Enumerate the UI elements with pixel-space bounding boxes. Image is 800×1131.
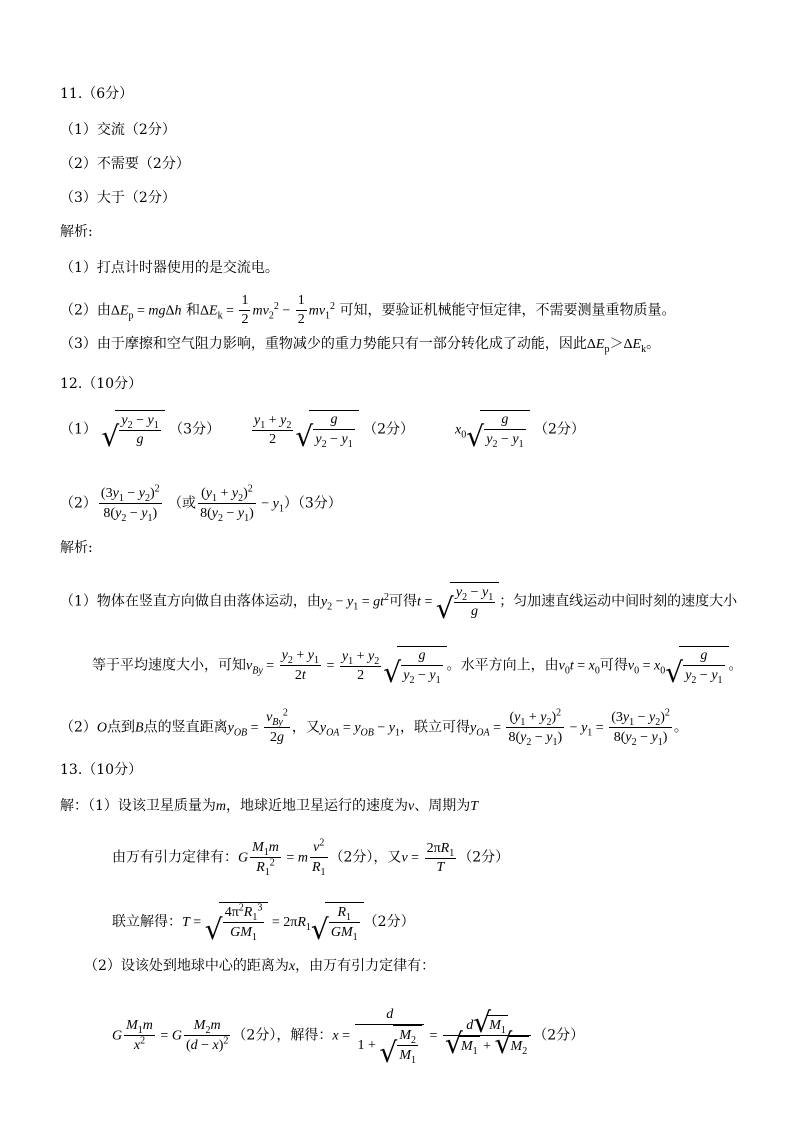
q12-answer-2: （2） $\frac{(3y_1 - y_2)^2}{8(y_2 - y_1)}$ （或 $\frac{(y_1 + y_2)^2}{8(y_2 - y_1)}$ − $y_1)(3$分） <box>60 483 342 524</box>
q12-e1b-mid2: 可得 <box>599 657 628 674</box>
q12-e2-c: ，又 <box>291 719 320 736</box>
q12-e1-post: ；匀加速直线运动中间时刻的速度大小 <box>499 593 738 610</box>
q11-answer-2: （2）不需要（2分） <box>60 156 190 172</box>
q12-a1-idx: （1） <box>60 421 97 438</box>
q12-e2-end: 。 <box>673 719 688 736</box>
q12-a2-or: （或 <box>168 495 197 512</box>
q11-explain-1: （1）打点计时器使用的是交流电。 <box>60 260 279 276</box>
q13-l5-score1: （2分），解得： <box>232 1027 333 1044</box>
q12-e2-pre: （2） <box>60 719 97 736</box>
q12-answer-1: （1） √ $\frac{y_2 - y_1}{g}$ （3分） <box>60 410 220 449</box>
q13-header: 13.（10分） <box>60 762 143 778</box>
q13-line-5: G $\frac{M_1m}{x^2}$ = G $\frac{M_2m}{(d - x)^2}$ （2分），解得：x = d 1 + √ $\frac{M_2}{M_1}$ = d√ $M_1$ √ $M_1$ + √ $M_2$ （2分） <box>112 1006 584 1065</box>
q12-a1-score3: （2分） <box>534 421 585 438</box>
q11-e3-end: 。 <box>646 336 661 352</box>
q12-e2-d: ，联立可得 <box>400 719 470 736</box>
q12-e1-mid: 可得 <box>389 593 418 610</box>
q13-l2-pre: 由万有引力定律有： <box>112 849 238 866</box>
q11-header: 11.（6分） <box>60 86 134 102</box>
q12-explain-1b: 等于平均速度大小，可知$v_{By}$ = $\frac{y_2 + y_1}{2t}$ = $\frac{y_1 + y_2}{2}$ √ $\frac{g}{y_2 - y_1}$ 。水平方向上，由$v_0t = x_0$可得$v_0 = x_0$ √ $\frac{g}{y_2 - y_1}$ 。 <box>92 646 743 685</box>
q12-a1-score1: （3分） <box>169 421 221 438</box>
q12-a2-score: ）（3分） <box>283 495 342 512</box>
q11-answer-1: （1）交流（2分） <box>60 122 176 138</box>
q11-explain-2: （2）由$\Delta E_p = mg\Delta h$ 和$\Delta E_k$ = $\frac{1}{2}$ $mv_2^2$ − $\frac{1}{2}$ $mv_1^2$ 可知，要验证机械能守恒定律，不需要测量重物质量。 <box>60 293 676 327</box>
q12-e1b-end: 。 <box>728 657 743 674</box>
q12-e1b-pre: 等于平均速度大小，可知 <box>92 657 246 674</box>
q13-l3-score: （2分） <box>363 914 415 930</box>
q13-l1-c: 、周期为 <box>414 798 471 814</box>
q11-answer-3: （3）大于（2分） <box>60 190 176 206</box>
q12-e1b-mid: 。水平方向上，由 <box>446 657 559 674</box>
q13-l1-b: ，地球近地卫星运行的速度为 <box>226 798 409 814</box>
q11-e2-mid: 和 <box>186 302 200 319</box>
q12-explain-1: （1）物体在竖直方向做自由落体运动，由$y_2 - y_1 = gt^2$可得t = √ $\frac{y_2 - y_1}{g}$ ；匀加速直线运动中间时刻的速度大小 <box>60 582 737 621</box>
q13-line-3: 联立解得：T = √ $\frac{4\pi^2R_1^3}{GM_1}$ = $2\pi R_1$ √ $\frac{R_1}{GM_1}$ （2分） <box>112 902 415 942</box>
q11-explain-3: （3）由于摩擦和空气阻力影响，重物减少的重力势能只有一部分转化成了动能，因此$\Delta E_p>\Delta E_k$。 <box>60 336 661 355</box>
q13-l3-pre: 联立解得： <box>112 914 182 930</box>
q11-e2-pre: （2）由 <box>60 302 111 319</box>
q12-header: 12.（10分） <box>60 376 143 392</box>
q12-e2-b: 点的竖直距离 <box>143 719 228 736</box>
q12-e2-a: 点到 <box>107 719 136 736</box>
q12-a2-idx: （2） <box>60 495 97 512</box>
q11-e3-pre: （3）由于摩擦和空气阻力影响，重物减少的重力势能只有一部分转化成了动能，因此 <box>60 336 587 352</box>
q13-l2-score1: （2分），又 <box>329 849 402 866</box>
q13-line-2: 由万有引力定律有：G $\frac{M_1m}{R_1^2}$ = m $\frac{v^2}{R_1}$ （2分），又v = $\frac{2\pi R_1}{T}$ （2分） <box>112 837 510 878</box>
q13-line-1: 解：（1）设该卫星质量为m，地球近地卫星运行的速度为v、周期为T <box>60 798 479 814</box>
q12-e1-pre: （1）物体在竖直方向做自由落体运动，由 <box>60 593 321 610</box>
q13-l4-pre: （2）设该处到地球中心的距离为 <box>84 958 289 974</box>
q11-analysis-label: 解析: <box>60 224 93 240</box>
q12-explain-2: （2）O点到B点的竖直距离$y_{OB}$ = $\frac{v_{By}^2}{2g}$ ，又$y_{OA} = y_{OB} - y_1$，联立可得$y_{OA}$ = $\frac{(y_1 + y_2)^2}{8(y_2 - y_1)}$ − $y_1$ = $\frac{(3y_1 - y_2)^2}{8(y_2 - y_1)}$ 。 <box>60 707 688 748</box>
q13-l5-score2: （2分） <box>533 1027 585 1044</box>
q12-analysis-label: 解析: <box>60 540 93 556</box>
q13-l1-pre: 解：（1）设该卫星质量为 <box>60 798 216 814</box>
q11-e2-post: 可知，要验证机械能守恒定律，不需要测量重物质量。 <box>339 302 676 319</box>
q13-l2-score2: （2分） <box>458 849 510 866</box>
q12-a1-score2: （2分） <box>363 421 415 438</box>
q12-answer-1b: $\frac{y_1 + y_2}{2}$ √ $\frac{g}{y_2 - y_1}$ （2分） <box>250 410 414 449</box>
q12-answer-1c: $x_0$ √ $\frac{g}{y_2 - y_1}$ （2分） <box>455 410 585 449</box>
q13-line-4: （2）设该处到地球中心的距离为x，由万有引力定律有： <box>84 958 436 974</box>
q13-l4-b: ，由万有引力定律有： <box>295 958 436 974</box>
